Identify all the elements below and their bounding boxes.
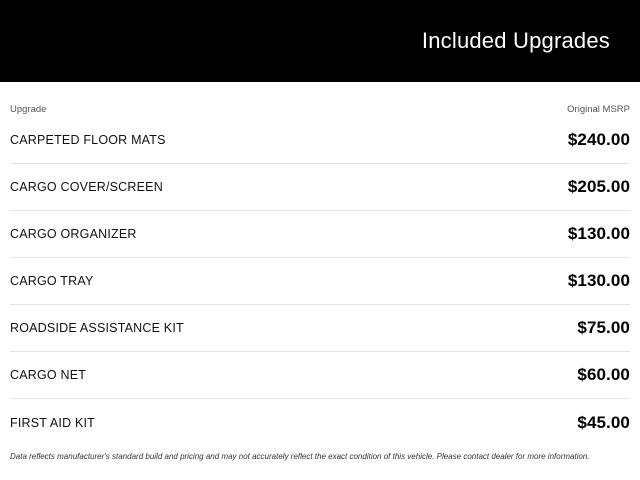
upgrade-name: FIRST AID KIT bbox=[10, 415, 96, 430]
table-row bbox=[10, 117, 630, 164]
upgrade-price: $205.00 bbox=[567, 177, 630, 196]
page-title: Included Upgrades bbox=[421, 28, 610, 53]
disclaimer-text: Data reflects manufacturer's standard build and pricing and may not accurately reflect the exact condition of this vehicle. Please contact dealer for more information. bbox=[10, 452, 590, 461]
table-row bbox=[10, 305, 630, 352]
upgrade-name: CARGO COVER/SCREEN bbox=[10, 180, 163, 194]
upgrade-price: $45.00 bbox=[577, 412, 630, 432]
upgrade-price: $60.00 bbox=[577, 365, 630, 384]
upgrade-name: ROADSIDE ASSISTANCE KIT bbox=[10, 321, 184, 335]
upgrades-content bbox=[0, 82, 640, 480]
table-row bbox=[10, 211, 630, 258]
upgrade-price: $240.00 bbox=[567, 130, 630, 149]
upgrade-name: CARGO ORGANIZER bbox=[10, 227, 137, 241]
upgrade-price: $75.00 bbox=[577, 318, 630, 337]
upgrade-name: CARPETED FLOOR MATS bbox=[10, 133, 166, 147]
column-header-upgrade: Upgrade bbox=[10, 104, 47, 115]
column-header-msrp: Original MSRP bbox=[567, 104, 630, 115]
upgrade-name: CARGO TRAY bbox=[10, 274, 94, 288]
upgrade-name: CARGO NET bbox=[10, 368, 87, 382]
table-row bbox=[10, 258, 630, 305]
table-row bbox=[10, 352, 630, 399]
table-header-row bbox=[10, 82, 630, 117]
upgrade-price: $130.00 bbox=[567, 224, 630, 243]
upgrade-price: $130.00 bbox=[567, 271, 630, 290]
upgrades-table bbox=[10, 117, 630, 446]
page-header bbox=[0, 0, 640, 82]
table-row bbox=[10, 164, 630, 211]
table-row bbox=[10, 399, 630, 446]
